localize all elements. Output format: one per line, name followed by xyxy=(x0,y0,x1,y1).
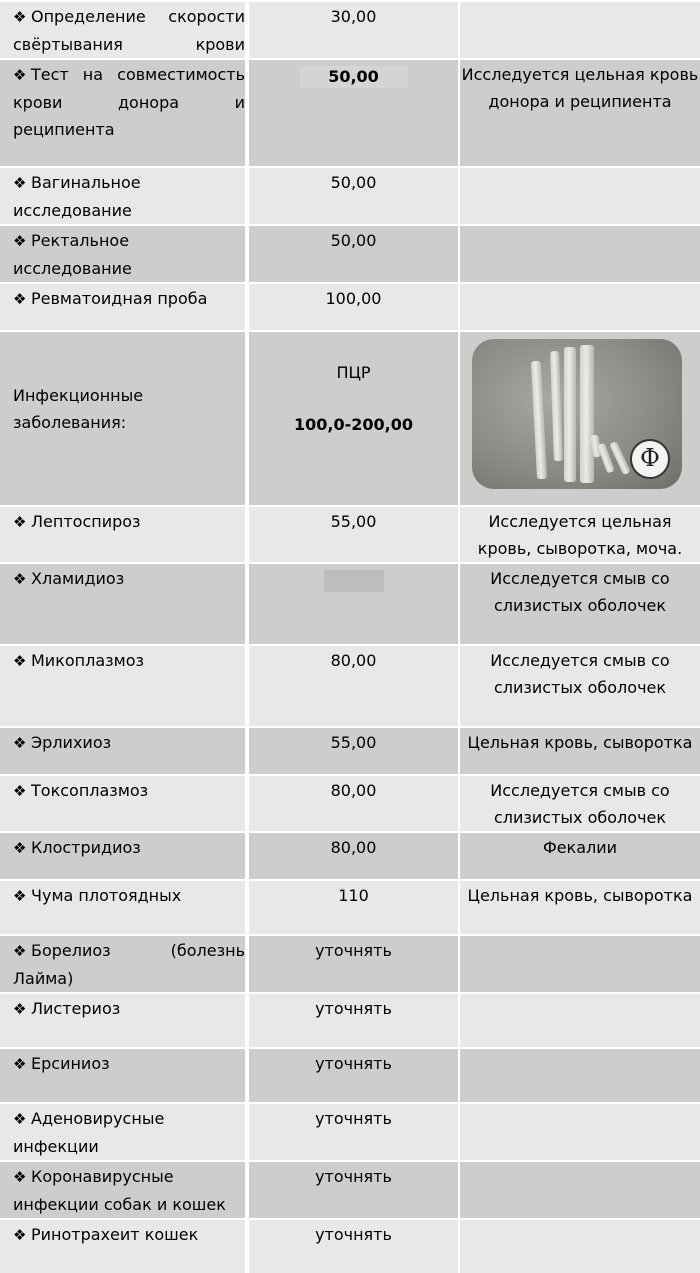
row-price: 50,00 xyxy=(249,59,459,167)
bullet-icon: ❖ xyxy=(13,782,27,800)
bullet-icon: ❖ xyxy=(13,652,27,670)
table-row xyxy=(0,167,700,225)
table-row xyxy=(0,59,700,167)
row-note: Исследуется цельная кровь донора и реципиента xyxy=(459,59,700,167)
row-note xyxy=(459,1161,700,1219)
row-name: ❖ Аденовирусные инфекции xyxy=(0,1103,245,1161)
row-price: уточнять xyxy=(249,1048,459,1103)
table-row xyxy=(0,506,700,563)
bullet-icon: ❖ xyxy=(13,570,27,588)
row-note xyxy=(459,225,700,283)
row-price: 55,00 xyxy=(249,506,459,563)
row-price: 55,00 xyxy=(249,727,459,775)
row-name: ❖ Токсоплазмоз xyxy=(0,775,245,832)
price-redacted xyxy=(324,570,384,592)
table-row xyxy=(0,832,700,880)
row-name: ❖ Ерсиниоз xyxy=(0,1048,245,1103)
row-note xyxy=(459,935,700,993)
bullet-icon: ❖ xyxy=(13,942,27,960)
table-row xyxy=(0,880,700,935)
table-row xyxy=(0,563,700,645)
bullet-icon: ❖ xyxy=(13,887,27,905)
table-row xyxy=(0,1103,700,1161)
table-row xyxy=(0,283,700,331)
row-price: 80,00 xyxy=(249,832,459,880)
row-price xyxy=(249,563,459,645)
row-name: ❖ Ревматоидная проба xyxy=(0,283,245,331)
row-note: Исследуется цельная кровь, сыворотка, моча. xyxy=(459,506,700,563)
table-row xyxy=(0,727,700,775)
row-name: ❖ Тест на совместимость крови донора и реципиента xyxy=(0,59,245,167)
row-note: Цельная кровь, сыворотка xyxy=(459,727,700,775)
row-price: 80,00 xyxy=(249,645,459,727)
table-row xyxy=(0,645,700,727)
row-price: уточнять xyxy=(249,1103,459,1161)
bullet-icon: ❖ xyxy=(13,1110,27,1128)
table-row xyxy=(0,775,700,832)
row-price: 50,00 xyxy=(249,167,459,225)
row-note: Цельная кровь, сыворотка xyxy=(459,880,700,935)
row-note: Исследуется смыв со слизистых оболочек xyxy=(459,645,700,727)
bullet-icon: ❖ xyxy=(13,734,27,752)
row-price: 50,00 xyxy=(249,225,459,283)
row-note xyxy=(459,993,700,1048)
row-price: уточнять xyxy=(249,935,459,993)
bullet-icon: ❖ xyxy=(13,8,27,26)
row-note: Исследуется смыв со слизистых оболочек xyxy=(459,563,700,645)
bullet-icon: ❖ xyxy=(13,1000,27,1018)
row-name: ❖ Коронавирусные инфекции собак и кошек xyxy=(0,1161,245,1219)
table-row xyxy=(0,1048,700,1103)
row-price xyxy=(249,331,459,506)
pcr-label: ПЦР xyxy=(336,363,371,382)
row-name: ❖ Чума плотоядных xyxy=(0,880,245,935)
row-note xyxy=(459,1219,700,1273)
bullet-icon: ❖ xyxy=(13,174,27,192)
test-tubes-photo xyxy=(472,339,682,489)
table-row xyxy=(0,331,700,506)
row-name: ❖ Лептоспироз xyxy=(0,506,245,563)
row-name: ❖ Борелиоз (болезнь Лайма) xyxy=(0,935,245,993)
row-note: Исследуется смыв со слизистых оболочек xyxy=(459,775,700,832)
row-name: ❖ Клостридиоз xyxy=(0,832,245,880)
row-price: 110 xyxy=(249,880,459,935)
bullet-icon: ❖ xyxy=(13,290,27,308)
row-name: ❖ Определение скорости свёртывания крови xyxy=(0,1,245,59)
row-name: Инфекционные заболевания: xyxy=(0,331,245,506)
bullet-icon: ❖ xyxy=(13,513,27,531)
bullet-icon: ❖ xyxy=(13,1226,27,1244)
row-name: ❖ Листериоз xyxy=(0,993,245,1048)
row-price: уточнять xyxy=(249,993,459,1048)
table-row xyxy=(0,1161,700,1219)
lab-logo-icon: Ф xyxy=(630,439,670,479)
table-row xyxy=(0,935,700,993)
table-row xyxy=(0,993,700,1048)
bullet-icon: ❖ xyxy=(13,1168,27,1186)
row-name: ❖ Хламидиоз xyxy=(0,563,245,645)
row-name: ❖ Ректальное исследование xyxy=(0,225,245,283)
row-price: 80,00 xyxy=(249,775,459,832)
table-row xyxy=(0,1,700,59)
row-note xyxy=(459,331,700,506)
row-note: Фекалии xyxy=(459,832,700,880)
row-price: уточнять xyxy=(249,1219,459,1273)
row-note xyxy=(459,1103,700,1161)
row-name: ❖ Вагинальное исследование xyxy=(0,167,245,225)
table-row xyxy=(0,1219,700,1273)
row-note xyxy=(459,1,700,59)
row-name: ❖ Микоплазмоз xyxy=(0,645,245,727)
bullet-icon: ❖ xyxy=(13,66,27,84)
row-price: уточнять xyxy=(249,1161,459,1219)
table-row xyxy=(0,225,700,283)
row-name: ❖ Эрлихиоз xyxy=(0,727,245,775)
bullet-icon: ❖ xyxy=(13,232,27,250)
bullet-icon: ❖ xyxy=(13,1055,27,1073)
row-name: ❖ Ринотрахеит кошек xyxy=(0,1219,245,1273)
row-price: 100,00 xyxy=(249,283,459,331)
row-note xyxy=(459,283,700,331)
row-note xyxy=(459,1048,700,1103)
bullet-icon: ❖ xyxy=(13,839,27,857)
row-price: 30,00 xyxy=(249,1,459,59)
pcr-price-range: 100,0-200,00 xyxy=(294,415,413,434)
row-note xyxy=(459,167,700,225)
